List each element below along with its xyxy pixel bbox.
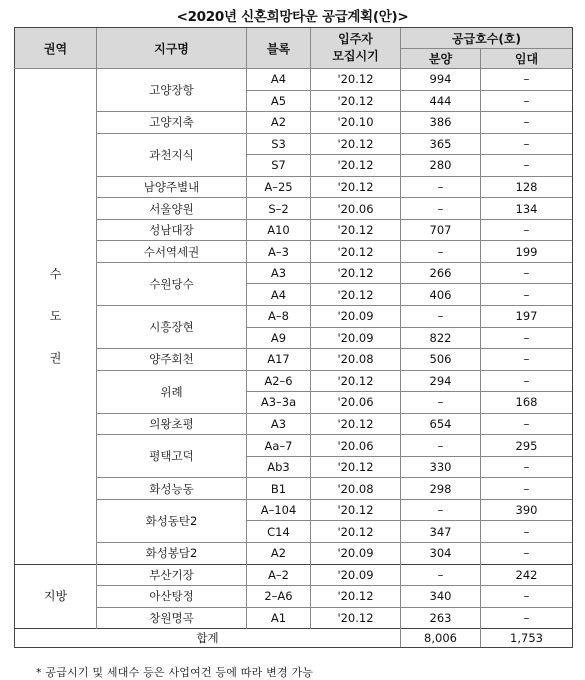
district-cell: 서울양원 <box>97 198 247 220</box>
time-cell: '20.12 <box>311 155 401 177</box>
sale-cell: – <box>401 306 481 328</box>
district-cell: 과천지식 <box>97 133 247 176</box>
rent-cell: – <box>481 90 573 112</box>
time-cell: '20.12 <box>311 69 401 91</box>
sale-cell: 347 <box>401 521 481 543</box>
block-cell: A17 <box>247 349 311 371</box>
block-cell: A4 <box>247 284 311 306</box>
time-cell: '20.12 <box>311 219 401 241</box>
time-cell: '20.12 <box>311 499 401 521</box>
rent-cell: – <box>481 456 573 478</box>
rent-cell: 128 <box>481 176 573 198</box>
time-cell: '20.09 <box>311 564 401 586</box>
total-rent: 1,753 <box>481 629 573 648</box>
block-cell: A3 <box>247 413 311 435</box>
time-cell: '20.12 <box>311 241 401 263</box>
time-cell: '20.12 <box>311 456 401 478</box>
rent-cell: – <box>481 521 573 543</box>
rent-cell: – <box>481 219 573 241</box>
sale-cell: – <box>401 499 481 521</box>
block-cell: A9 <box>247 327 311 349</box>
rent-cell: – <box>481 155 573 177</box>
time-cell: '20.12 <box>311 284 401 306</box>
rent-cell: 197 <box>481 306 573 328</box>
rent-cell: – <box>481 133 573 155</box>
district-cell: 수원당수 <box>97 262 247 305</box>
sale-cell: – <box>401 392 481 414</box>
time-cell: '20.09 <box>311 306 401 328</box>
rent-cell: 295 <box>481 435 573 457</box>
sale-cell: 406 <box>401 284 481 306</box>
footnote: * 공급시기 및 세대수 등은 사업여건 등에 따라 변경 가능 <box>36 666 314 679</box>
sale-cell: 365 <box>401 133 481 155</box>
header-move-in <box>311 28 401 69</box>
district-cell: 화성동탄2 <box>97 499 247 542</box>
rent-cell: 168 <box>481 392 573 414</box>
header-rent: 임대 <box>481 49 573 69</box>
block-cell: Ab3 <box>247 456 311 478</box>
time-cell: '20.12 <box>311 586 401 608</box>
time-cell: '20.08 <box>311 478 401 500</box>
sale-cell: – <box>401 435 481 457</box>
district-cell: 화성능동 <box>97 478 247 500</box>
region-capital-char: 권 <box>49 351 62 366</box>
header-district: 지구명 <box>97 28 247 69</box>
sale-cell: – <box>401 176 481 198</box>
region-local: 지방 <box>15 564 97 629</box>
block-cell: C14 <box>247 521 311 543</box>
block-cell: A3 <box>247 262 311 284</box>
block-cell: S7 <box>247 155 311 177</box>
sale-cell: – <box>401 564 481 586</box>
rent-cell: – <box>481 69 573 91</box>
district-cell: 양주회천 <box>97 349 247 371</box>
time-cell: '20.12 <box>311 607 401 629</box>
sale-cell: 266 <box>401 262 481 284</box>
block-cell: A2 <box>247 112 311 134</box>
block-cell: A5 <box>247 90 311 112</box>
block-cell: Aa–7 <box>247 435 311 457</box>
region-capital-char: 수 <box>49 267 62 282</box>
district-cell: 창원명곡 <box>97 607 247 629</box>
block-cell: A2 <box>247 543 311 565</box>
time-cell: '20.12 <box>311 90 401 112</box>
table-title: <2020년 신혼희망타운 공급계획(안)> <box>176 9 409 25</box>
time-cell: '20.12 <box>311 133 401 155</box>
header-move-in-line1: 입주자 <box>338 32 373 46</box>
rent-cell: – <box>481 370 573 392</box>
sale-cell: 994 <box>401 69 481 91</box>
time-cell: '20.12 <box>311 413 401 435</box>
header-block: 블록 <box>247 28 311 69</box>
time-cell: '20.12 <box>311 521 401 543</box>
rent-cell: – <box>481 262 573 284</box>
block-cell: B1 <box>247 478 311 500</box>
district-cell: 고양지축 <box>97 112 247 134</box>
rent-cell: 390 <box>481 499 573 521</box>
district-cell: 고양장항 <box>97 69 247 112</box>
district-cell: 의왕초평 <box>97 413 247 435</box>
sale-cell: 654 <box>401 413 481 435</box>
district-cell: 위례 <box>97 370 247 413</box>
rent-cell: 199 <box>481 241 573 263</box>
district-cell: 화성봉담2 <box>97 543 247 565</box>
block-cell: 2–A6 <box>247 586 311 608</box>
sale-cell: 707 <box>401 219 481 241</box>
time-cell: '20.06 <box>311 392 401 414</box>
header-move-in-line2: 모집시기 <box>332 49 379 63</box>
time-cell: '20.09 <box>311 543 401 565</box>
rent-cell: – <box>481 349 573 371</box>
rent-cell: – <box>481 327 573 349</box>
rent-cell: – <box>481 112 573 134</box>
time-cell: '20.06 <box>311 198 401 220</box>
header-region: 권역 <box>15 28 97 69</box>
region-capital-char: 도 <box>49 309 62 324</box>
district-cell: 부산기장 <box>97 564 247 586</box>
district-cell: 평택고덕 <box>97 435 247 478</box>
rent-cell: 134 <box>481 198 573 220</box>
time-cell: '20.10 <box>311 112 401 134</box>
block-cell: A3–3a <box>247 392 311 414</box>
sale-cell: 294 <box>401 370 481 392</box>
district-cell: 성남대장 <box>97 219 247 241</box>
header-sale: 분양 <box>401 49 481 69</box>
sale-cell: 280 <box>401 155 481 177</box>
block-cell: S–2 <box>247 198 311 220</box>
time-cell: '20.12 <box>311 176 401 198</box>
sale-cell: 330 <box>401 456 481 478</box>
block-cell: A2–6 <box>247 370 311 392</box>
time-cell: '20.06 <box>311 435 401 457</box>
block-cell: A4 <box>247 69 311 91</box>
block-cell: A10 <box>247 219 311 241</box>
sale-cell: 298 <box>401 478 481 500</box>
district-cell: 아산탕정 <box>97 586 247 608</box>
district-cell: 수서역세권 <box>97 241 247 263</box>
time-cell: '20.08 <box>311 349 401 371</box>
total-sale: 8,006 <box>401 629 481 648</box>
rent-cell: – <box>481 607 573 629</box>
rent-cell: – <box>481 543 573 565</box>
sale-cell: – <box>401 241 481 263</box>
time-cell: '20.12 <box>311 370 401 392</box>
supply-plan-table <box>14 27 573 648</box>
total-label: 합계 <box>15 629 401 648</box>
block-cell: A1 <box>247 607 311 629</box>
sale-cell: 386 <box>401 112 481 134</box>
sale-cell: 263 <box>401 607 481 629</box>
sale-cell: 822 <box>401 327 481 349</box>
sale-cell: – <box>401 198 481 220</box>
time-cell: '20.12 <box>311 262 401 284</box>
time-cell: '20.09 <box>311 327 401 349</box>
block-cell: A–2 <box>247 564 311 586</box>
block-cell: A–104 <box>247 499 311 521</box>
rent-cell: 242 <box>481 564 573 586</box>
rent-cell: – <box>481 586 573 608</box>
sale-cell: 304 <box>401 543 481 565</box>
block-cell: A–25 <box>247 176 311 198</box>
header-supply: 공급호수(호) <box>401 28 573 49</box>
rent-cell: – <box>481 284 573 306</box>
district-cell: 시흥장현 <box>97 306 247 349</box>
sale-cell: 444 <box>401 90 481 112</box>
sale-cell: 506 <box>401 349 481 371</box>
block-cell: S3 <box>247 133 311 155</box>
rent-cell: – <box>481 413 573 435</box>
region-capital <box>15 69 97 565</box>
sale-cell: 340 <box>401 586 481 608</box>
district-cell: 남양주별내 <box>97 176 247 198</box>
rent-cell: – <box>481 478 573 500</box>
block-cell: A–8 <box>247 306 311 328</box>
block-cell: A–3 <box>247 241 311 263</box>
